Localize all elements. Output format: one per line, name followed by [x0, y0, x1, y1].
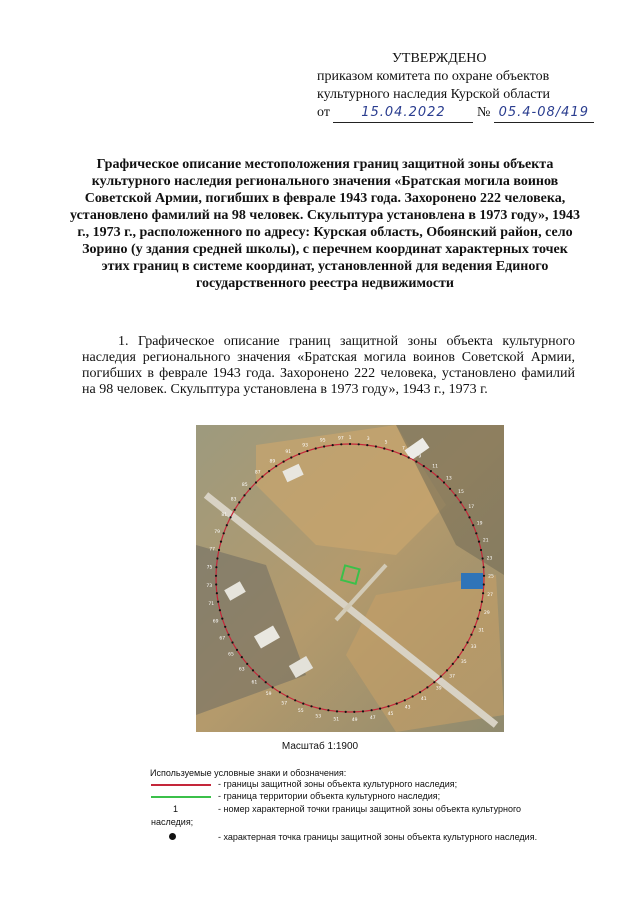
boundary-point [243, 494, 245, 496]
boundary-point [460, 501, 462, 503]
boundary-point [220, 541, 222, 543]
boundary-point [294, 699, 296, 701]
boundary-point-label: 49 [351, 717, 358, 723]
legend-green-line-text: - граница территории объекта культурного наследия; [218, 791, 441, 801]
boundary-point [298, 453, 300, 455]
boundary-point [483, 583, 485, 585]
approval-date-number [317, 104, 600, 123]
boundary-point [327, 709, 329, 711]
boundary-point [472, 524, 474, 526]
boundary-point [426, 686, 428, 688]
boundary-point-label: 41 [420, 697, 427, 703]
boundary-point [353, 711, 355, 713]
boundary-point [217, 601, 219, 603]
boundary-point [483, 566, 485, 568]
boundary-point-label: 55 [297, 709, 304, 715]
boundary-point [323, 445, 325, 447]
boundary-point [449, 488, 451, 490]
boundary-point-label: 15 [458, 490, 464, 496]
boundary-point-label: 37 [449, 674, 455, 680]
boundary-point [392, 450, 394, 452]
boundary-point [279, 691, 281, 693]
boundary-point [229, 516, 231, 518]
boundary-point [430, 470, 432, 472]
map-scale: Масштаб 1:1900 [281, 741, 359, 752]
boundary-point [249, 488, 251, 490]
date-label: от [317, 105, 330, 120]
boundary-point [396, 703, 398, 705]
boundary-point [481, 601, 483, 603]
boundary-point [345, 711, 347, 713]
boundary-point [261, 476, 263, 478]
boundary-point [332, 444, 334, 446]
boundary-point-label: 73 [206, 583, 213, 589]
boundary-point [302, 703, 304, 705]
approval-heading: УТВЕРЖДЕНО [392, 51, 487, 66]
boundary-point-label: 71 [208, 602, 215, 607]
boundary-point [216, 557, 218, 559]
boundary-point-label: 19 [476, 521, 483, 527]
boundary-point [223, 532, 225, 534]
legend-point-swatch [169, 833, 176, 840]
boundary-point-label: 51 [333, 717, 340, 723]
boundary-point [252, 669, 254, 671]
boundary-point [479, 609, 481, 611]
boundary-point [433, 681, 435, 683]
boundary-point [336, 710, 338, 712]
boundary-point-label: 57 [281, 701, 288, 707]
boundary-point [319, 708, 321, 710]
legend-number-text: - номер характерной точки границы защитной зоны объекта культурного [218, 804, 522, 814]
boundary-point [437, 476, 439, 478]
boundary-point-label: 67 [219, 636, 226, 642]
boundary-point [236, 649, 238, 651]
boundary-point-label: 89 [269, 459, 276, 465]
boundary-point-label: 45 [387, 712, 394, 718]
building-blue-roof [461, 573, 483, 589]
legend-point-text: - характерная точка границы защитной зоны объекта культурного наследия. [218, 832, 538, 842]
boundary-point [340, 443, 342, 445]
boundary-point-label: 93 [302, 443, 308, 449]
boundary-point-label: 43 [404, 705, 411, 711]
boundary-point-label: 65 [228, 652, 234, 658]
boundary-point-label: 7 [401, 446, 405, 452]
boundary-point [371, 709, 373, 711]
boundary-point-label: 85 [241, 483, 248, 489]
boundary-point [466, 641, 468, 643]
boundary-point [215, 583, 217, 585]
boundary-point [362, 710, 364, 712]
boundary-point [468, 516, 470, 518]
boundary-point [238, 501, 240, 503]
boundary-point [379, 708, 381, 710]
boundary-point-label: 27 [487, 592, 493, 598]
legend-red-line-text: - границы защитной зоны объекта культурного наследия; [218, 779, 458, 789]
boundary-point [475, 532, 477, 534]
boundary-point [275, 465, 277, 467]
boundary-point-label: 9 [418, 454, 422, 460]
boundary-point [268, 470, 270, 472]
boundary-point-label: 5 [384, 440, 388, 446]
boundary-point [216, 592, 218, 594]
boundary-point [446, 669, 448, 671]
number-label: № [476, 105, 491, 120]
boundary-point-label: 25 [488, 574, 494, 580]
boundary-point [464, 509, 466, 511]
boundary-point [482, 592, 484, 594]
boundary-point-label: 33 [470, 644, 477, 650]
boundary-point [480, 549, 482, 551]
boundary-point [452, 663, 454, 665]
boundary-point [483, 575, 485, 577]
boundary-point-label: 79 [214, 530, 220, 535]
boundary-point-label: 91 [285, 450, 292, 456]
approval-block [300, 50, 600, 123]
boundary-point [366, 444, 368, 446]
boundary-point [454, 494, 456, 496]
boundary-point-label: 63 [238, 667, 245, 673]
legend-green-line-swatch [151, 796, 211, 798]
boundary-point-label: 87 [254, 470, 261, 476]
legend-number-text-cont: наследия; [151, 817, 194, 827]
boundary-point-label: 53 [315, 714, 322, 720]
legend-number-sample: 1 [173, 804, 179, 814]
boundary-point [443, 481, 445, 483]
boundary-point [219, 609, 221, 611]
boundary-point [215, 566, 217, 568]
boundary-point-label: 17 [468, 505, 475, 511]
boundary-point [375, 445, 377, 447]
boundary-point [215, 575, 217, 577]
boundary-point [474, 626, 476, 628]
boundary-point [408, 456, 410, 458]
boundary-point-label: 39 [435, 686, 442, 692]
boundary-point-label: 13 [446, 476, 452, 482]
approval-line-1: приказом комитета по охране объектов [317, 69, 550, 84]
boundary-point [286, 695, 288, 697]
boundary-point-label: 69 [212, 619, 219, 625]
boundary-point-label: 95 [319, 438, 326, 444]
boundary-point-label: 11 [432, 464, 438, 470]
boundary-point [272, 686, 274, 688]
boundary-point-label: 77 [209, 547, 215, 553]
boundary-point-label: 97 [338, 436, 344, 442]
approval-date: 15.04.2022 [333, 104, 473, 123]
boundary-point [457, 656, 459, 658]
boundary-point [478, 541, 480, 543]
paragraph-1-text: 1. Графическое описание границ защитной зоны объекта культурного наследия регионального значения «Братская могила воинов Советской Армии, погибших в феврале 1943 года. Захоронено 222 человека, установлено фамилий на 98 человек. Скульптура установлена в 1973 году», 1943 г., 1973 г. [82, 334, 575, 397]
boundary-point [387, 705, 389, 707]
boundary-point [358, 443, 360, 445]
boundary-point [231, 641, 233, 643]
boundary-point-label: 61 [251, 680, 258, 686]
boundary-point [349, 443, 351, 445]
boundary-point [224, 626, 226, 628]
boundary-point [470, 634, 472, 636]
boundary-point-label: 21 [482, 538, 489, 544]
approval-number: 05.4-08/419 [494, 104, 594, 123]
boundary-point [241, 656, 243, 658]
boundary-point-label: 59 [265, 692, 272, 698]
boundary-point [218, 549, 220, 551]
boundary-point [234, 509, 236, 511]
boundary-map [196, 425, 504, 732]
boundary-point-label: 35 [460, 660, 467, 666]
boundary-point-label: 81 [221, 513, 228, 519]
boundary-point [315, 447, 317, 449]
boundary-point [265, 681, 267, 683]
boundary-point [258, 675, 260, 677]
boundary-point-label: 31 [478, 628, 485, 634]
boundary-point [383, 447, 385, 449]
boundary-point [226, 524, 228, 526]
boundary-point-label: 47 [369, 716, 376, 722]
legend-heading: Используемые условные знаки и обозначения: [150, 768, 347, 778]
boundary-point-label: 83 [230, 497, 237, 503]
paragraph-1 [82, 334, 575, 398]
boundary-point [482, 557, 484, 559]
boundary-point [221, 618, 223, 620]
boundary-point-label: 23 [486, 556, 493, 562]
boundary-point [246, 663, 248, 665]
boundary-point [283, 461, 285, 463]
boundary-point-label: 75 [206, 565, 213, 571]
approval-line-2: культурного наследия Курской области [317, 87, 551, 102]
boundary-point-label: 29 [484, 610, 490, 616]
boundary-point [412, 695, 414, 697]
boundary-point-label: 3 [366, 437, 370, 443]
boundary-point [310, 705, 312, 707]
boundary-point [404, 699, 406, 701]
boundary-point [477, 618, 479, 620]
boundary-point [462, 649, 464, 651]
boundary-point [290, 456, 292, 458]
boundary-point [255, 481, 257, 483]
boundary-point [415, 461, 417, 463]
legend-red-line-swatch [151, 784, 211, 786]
boundary-point [419, 691, 421, 693]
document-title: Графическое описание местоположения границ защитной зоны объекта культурного наследия регионального значения «Братская могила воинов Советской Армии, погибших в феврале 1943 года. Захоронено 222 человека, установлено фамилий на 98 человек. Скульптура установлена в 1973 году», 1943 г., 1973 г., расположенного по адресу: Курская область, Обоянский район, село Зорино (у здания средней школы), с перечнем координат характерных точек этих границ в системе координат, установленной для ведения Единого государственного реестра недвижимости [70, 157, 580, 291]
boundary-point [306, 450, 308, 452]
boundary-point [440, 675, 442, 677]
boundary-point-label: 1 [348, 436, 352, 441]
boundary-point [228, 634, 230, 636]
boundary-point [423, 465, 425, 467]
boundary-point [400, 453, 402, 455]
